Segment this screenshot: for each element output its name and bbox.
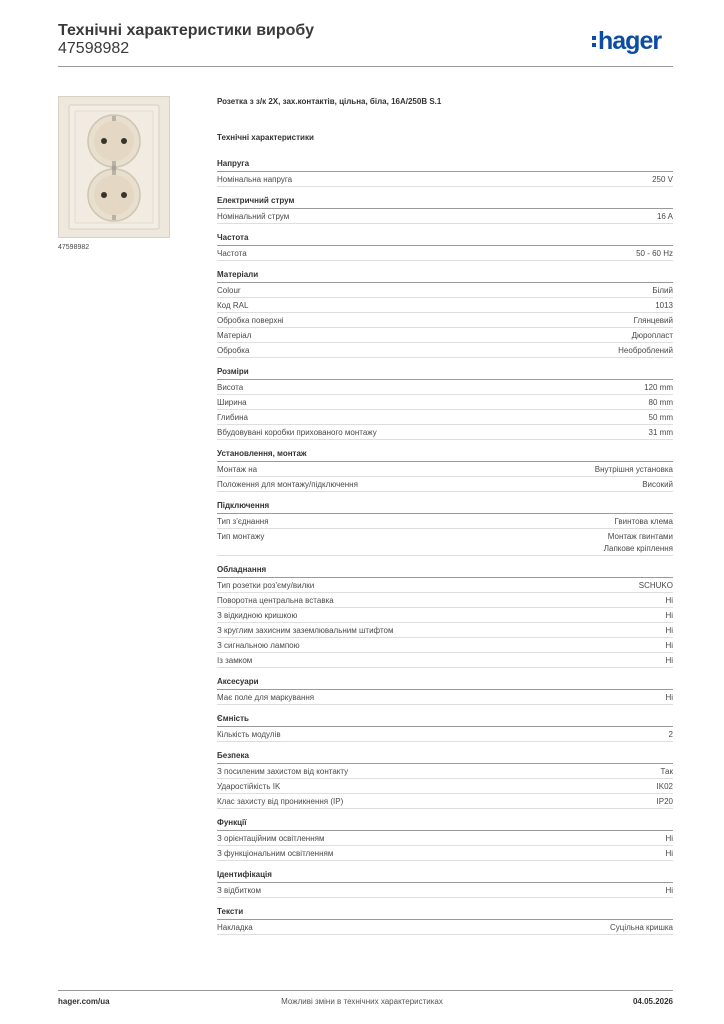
spec-label: Має поле для маркування	[217, 693, 315, 702]
footer-divider	[58, 990, 673, 991]
spec-row	[217, 477, 673, 492]
spec-group	[217, 564, 673, 668]
spec-group	[217, 195, 673, 224]
spec-row	[217, 209, 673, 224]
spec-label: Обробка	[217, 346, 250, 355]
spec-value: Так	[660, 767, 673, 776]
spec-group-title: Функції	[217, 817, 673, 831]
spec-value: 31 mm	[648, 428, 673, 437]
section-heading: Технічні характеристики	[217, 133, 314, 142]
hager-logo[interactable]	[592, 28, 661, 54]
spec-row	[217, 578, 673, 593]
spec-value: Суцільна кришка	[609, 923, 673, 932]
spec-value: Дюропласт	[631, 331, 673, 340]
spec-value: 50 - 60 Hz	[636, 249, 673, 258]
spec-label: Номінальна напруга	[217, 175, 293, 184]
spec-row	[217, 529, 673, 556]
spec-value: Ні	[665, 834, 673, 843]
spec-label: Ширина	[217, 398, 247, 407]
product-image	[58, 96, 170, 238]
spec-row	[217, 425, 673, 440]
spec-row	[217, 846, 673, 861]
spec-group	[217, 232, 673, 261]
spec-row	[217, 920, 673, 935]
spec-value: Внутрішня установка	[594, 465, 673, 474]
spec-label: З орієнтаційним освітленням	[217, 834, 325, 843]
spec-groups	[217, 158, 673, 935]
spec-group-title: Тексти	[217, 906, 673, 920]
spec-row	[217, 690, 673, 705]
spec-group	[217, 869, 673, 898]
spec-value: Необроблений	[618, 346, 673, 355]
spec-row	[217, 343, 673, 358]
spec-value: Глянцевий	[633, 316, 673, 325]
spec-value: 250 V	[652, 175, 673, 184]
spec-label: Обробка поверхні	[217, 316, 284, 325]
product-description: Розетка з з/к 2X, зах.контактів, цільна, біла, 16A/250B S.1	[217, 97, 442, 106]
spec-value: 16 A	[656, 212, 673, 221]
spec-content	[217, 96, 673, 943]
spec-value: Ні	[665, 693, 673, 702]
spec-row	[217, 283, 673, 298]
spec-group	[217, 817, 673, 861]
spec-row	[217, 298, 673, 313]
spec-label: Висота	[217, 383, 244, 392]
spec-row	[217, 794, 673, 809]
spec-group-title: Частота	[217, 232, 673, 246]
spec-row	[217, 593, 673, 608]
spec-row	[217, 764, 673, 779]
spec-group-title: Безпека	[217, 750, 673, 764]
spec-label: Накладка	[217, 923, 253, 932]
spec-group-title: Розміри	[217, 366, 673, 380]
spec-label: Положення для монтажу/підключення	[217, 480, 358, 489]
image-caption: 47598982	[58, 244, 90, 251]
spec-label: Поворотна центральна вставка	[217, 596, 334, 605]
spec-value: Монтаж гвинтами Лапкове кріплення	[603, 532, 673, 553]
spec-value: Високий	[642, 480, 673, 489]
spec-label: Монтаж на	[217, 465, 258, 474]
spec-value: 50 mm	[648, 413, 673, 422]
spec-label: Кількість модулів	[217, 730, 281, 739]
spec-row	[217, 410, 673, 425]
spec-label: Клас захисту від проникнення (IP)	[217, 797, 344, 806]
spec-value: 80 mm	[648, 398, 673, 407]
spec-value: Ні	[665, 611, 673, 620]
spec-value: Ні	[665, 596, 673, 605]
logo-text: hager	[598, 27, 662, 55]
spec-group	[217, 500, 673, 556]
spec-group-title: Матеріали	[217, 269, 673, 283]
spec-label: Тип з'єднання	[217, 517, 269, 526]
spec-group	[217, 269, 673, 358]
spec-row	[217, 172, 673, 187]
spec-group	[217, 713, 673, 742]
spec-label: Із замком	[217, 656, 253, 665]
spec-value: 2	[668, 730, 673, 739]
spec-label: Частота	[217, 249, 247, 258]
spec-label: З функціональним освітленням	[217, 849, 334, 858]
spec-value: Ні	[665, 626, 673, 635]
spec-label: Тип розетки роз'єму/вилки	[217, 581, 315, 590]
spec-label: З відбитком	[217, 886, 262, 895]
header-divider	[58, 66, 673, 67]
spec-value: Ні	[665, 641, 673, 650]
double-socket-icon	[59, 97, 169, 237]
spec-row	[217, 313, 673, 328]
spec-label: Номінальний струм	[217, 212, 290, 221]
spec-row	[217, 653, 673, 668]
spec-group-title: Електричний струм	[217, 195, 673, 209]
spec-row	[217, 623, 673, 638]
spec-group-title: Ідентифікація	[217, 869, 673, 883]
spec-row	[217, 462, 673, 477]
spec-value: Ні	[665, 849, 673, 858]
spec-group	[217, 158, 673, 187]
footer-disclaimer: Можливі зміни в технічних характеристиках	[281, 997, 443, 1006]
spec-label: Глибина	[217, 413, 248, 422]
spec-label: Код RAL	[217, 301, 249, 310]
spec-row	[217, 779, 673, 794]
page-title: Технічні характеристики виробу	[58, 22, 314, 39]
spec-value: IK02	[656, 782, 673, 791]
spec-group-title: Обладнання	[217, 564, 673, 578]
spec-value: Гвинтова клема	[614, 517, 673, 526]
spec-row	[217, 395, 673, 410]
spec-row	[217, 380, 673, 395]
footer-date: 04.05.2026	[632, 997, 673, 1006]
spec-group-title: Підключення	[217, 500, 673, 514]
logo-mark-icon	[592, 36, 596, 47]
spec-row	[217, 883, 673, 898]
spec-value: 1013	[655, 301, 673, 310]
spec-row	[217, 608, 673, 623]
spec-value: Білий	[652, 286, 673, 295]
spec-row	[217, 831, 673, 846]
spec-row	[217, 514, 673, 529]
spec-label: З посиленим захистом від контакту	[217, 767, 349, 776]
spec-value: IP20	[656, 797, 673, 806]
spec-row	[217, 727, 673, 742]
product-code: 47598982	[58, 40, 130, 57]
spec-group	[217, 448, 673, 492]
spec-group	[217, 366, 673, 440]
spec-value: 120 mm	[644, 383, 673, 392]
spec-label: Матеріал	[217, 331, 252, 340]
spec-group	[217, 750, 673, 809]
spec-group-title: Ємність	[217, 713, 673, 727]
spec-group-title: Аксесуари	[217, 676, 673, 690]
spec-row	[217, 638, 673, 653]
spec-value: SCHUKO	[638, 581, 673, 590]
spec-group	[217, 906, 673, 935]
spec-row	[217, 246, 673, 261]
spec-label: Вбудовувані коробки прихованого монтажу	[217, 428, 377, 437]
spec-label: Ударостійкість IK	[217, 782, 281, 791]
footer-website-link[interactable]: hager.com/ua	[58, 997, 110, 1006]
spec-label: Colour	[217, 286, 241, 295]
spec-row	[217, 328, 673, 343]
spec-group	[217, 676, 673, 705]
spec-label: Тип монтажу	[217, 532, 265, 541]
spec-value: Ні	[665, 656, 673, 665]
spec-label: З сигнальною лампою	[217, 641, 300, 650]
spec-group-title: Напруга	[217, 158, 673, 172]
spec-label: З круглим захисним заземлювальним штифтом	[217, 626, 394, 635]
spec-group-title: Установлення, монтаж	[217, 448, 673, 462]
spec-value: Ні	[665, 886, 673, 895]
spec-label: З відкидною кришкою	[217, 611, 298, 620]
